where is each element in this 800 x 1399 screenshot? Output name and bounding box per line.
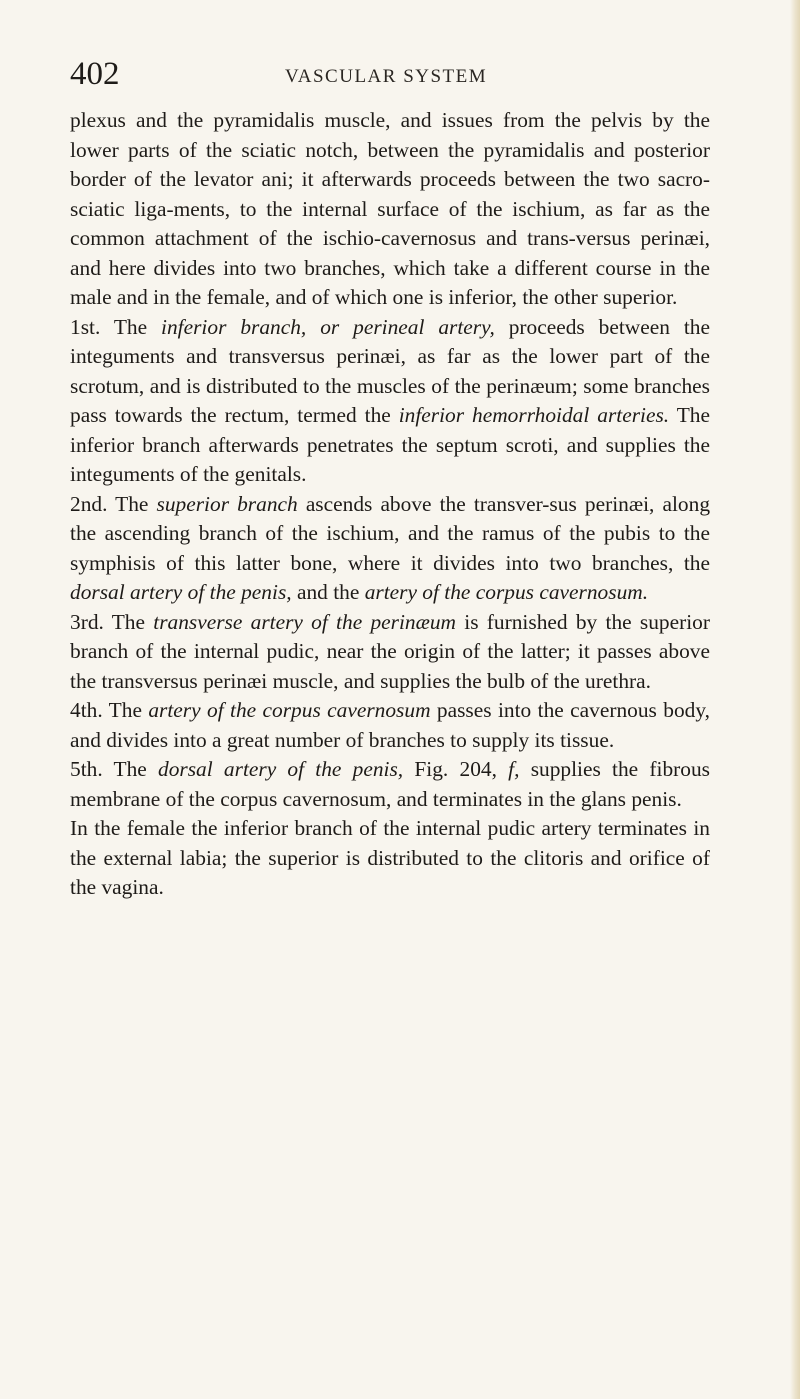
italic-term: superior branch xyxy=(156,491,298,516)
body-text xyxy=(70,106,710,903)
paragraph-transverse-artery xyxy=(70,608,710,697)
italic-term: inferior branch, or perineal artery, xyxy=(161,314,495,339)
italic-term: f, xyxy=(508,757,520,781)
paragraph-text: supplies the fibrous membrane of the corpus cavernosum, and terminates in the glans penis. xyxy=(70,757,711,811)
italic-term: artery of the corpus cavernosum. xyxy=(364,580,649,604)
paragraph-text: and the xyxy=(291,580,365,604)
paragraph-superior-branch xyxy=(70,490,710,608)
italic-term: transverse artery of the perinæum xyxy=(153,609,457,634)
paragraph-text: Fig. 204, xyxy=(403,757,509,781)
page-number: 402 xyxy=(70,56,120,92)
paragraph-corpus-cavernosum xyxy=(70,696,710,755)
page-header xyxy=(70,54,710,98)
paragraph-dorsal-artery xyxy=(70,755,710,814)
paragraph-text: proceeds between the integuments and transversus perinæi, as far as the lower part of the scrotum, and is distributed to the muscles of the perinæum; some branches pass towards the rectum, termed the xyxy=(70,314,710,427)
paragraph-text: 2nd. The xyxy=(70,491,157,516)
paragraph-female xyxy=(70,814,710,903)
paragraph-text: The inferior branch afterwards penetrates the septum scroti, and supplies the integuments of the genitals. xyxy=(70,403,710,486)
paragraph-text: passes into the cavernous body, and divides into a great number of branches to supply its tissue. xyxy=(70,698,710,752)
page-edge xyxy=(790,0,800,1399)
running-head: VASCULAR SYSTEM xyxy=(285,66,488,87)
paragraph-text: In the female the inferior branch of the internal pudic artery terminates in the external labia; the superior is distributed to the clitoris and orifice of the vagina. xyxy=(70,816,710,899)
paragraph-text: plexus and the pyramidalis muscle, and issues from the pelvis by the lower parts of the sciatic notch, between the pyramidalis and posterior border of the levator ani; it afterwards proceeds between the two sacro-sciatic liga-ments, to the internal surface of the ischium, as far as the common attachment of the ischio-cavernosus and trans-versus perinæi, and here divides into two branches, which take a different course in the male and in the female, and of which one is inferior, the other superior. xyxy=(70,108,710,309)
paragraph-text: ascends above the transver-sus perinæi, along the ascending branch of the ischium, and the ramus of the pubis to the symphisis of this latter bone, where it divides into two branches, the xyxy=(70,491,711,575)
italic-term: dorsal artery of the penis, xyxy=(70,580,292,604)
italic-term: artery of the corpus cavernosum xyxy=(148,698,431,722)
paragraph-text: 5th. The xyxy=(70,757,159,781)
paragraph-text: 4th. The xyxy=(70,698,149,722)
paragraph-continuation xyxy=(70,106,710,313)
paragraph-text: 1st. The xyxy=(70,314,162,339)
paragraph-text: 3rd. The xyxy=(70,609,154,634)
paragraph-inferior-branch xyxy=(70,313,710,490)
paragraph-text: is furnished by the superior branch of the internal pudic, near the origin of the latter; it passes above the transversus perinæi muscle, and supplies the bulb of the urethra. xyxy=(70,609,710,693)
italic-term: dorsal artery of the penis, xyxy=(158,757,404,781)
italic-term: inferior hemorrhoidal arteries. xyxy=(398,403,670,427)
